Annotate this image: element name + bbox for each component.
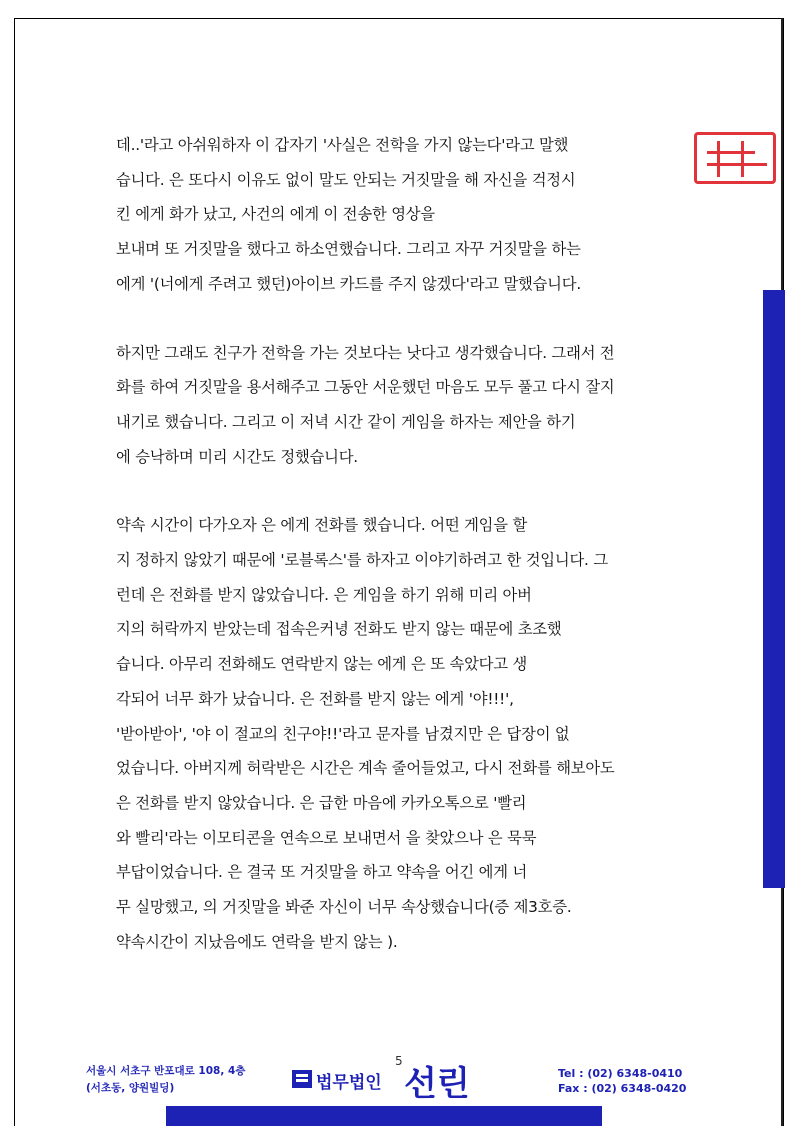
text-line: 각되어 너무 화가 났습니다. 은 전화를 받지 않는 에게 '야!!!', xyxy=(116,689,514,708)
blue-side-bar xyxy=(763,290,785,888)
text-line: 었습니다. 아버지께 허락받은 시간은 계속 줄어들었고, 다시 전화를 해보아도 xyxy=(116,759,615,778)
text-line: 하지만 그래도 친구가 전학을 가는 것보다는 낫다고 생각했습니다. 그래서 전 xyxy=(116,343,615,362)
address-line-2: (서초동, 양원빌딩) xyxy=(86,1082,175,1094)
blue-bottom-bar xyxy=(166,1106,602,1126)
text-line: 킨 에게 화가 났고, 사건의 에게 이 전송한 영상을 xyxy=(116,205,435,224)
text-line: 런데 은 전화를 받지 않았습니다. 은 게임을 하기 위해 미리 아버 xyxy=(116,585,532,604)
firm-logo-label: 법무법인 xyxy=(316,1073,382,1093)
address-line-1: 서울시 서초구 반포대로 108, 4층 xyxy=(86,1065,246,1077)
footer-contact xyxy=(558,1066,686,1096)
text-line: 데..'라고 아쉬워하자 이 갑자기 '사실은 전학을 가지 않는다'라고 말했 xyxy=(116,136,569,154)
text-line: 에게 '(너에게 주려고 했던)아이브 카드를 주지 않겠다'라고 말했습니다. xyxy=(116,274,581,293)
text-line: 습니다. 아무리 전화해도 연락받지 않는 에게 은 또 속았다고 생 xyxy=(116,655,528,674)
text-line: 보내며 또 거짓말을 했다고 하소연했습니다. 그리고 자꾸 거짓말을 하는 xyxy=(116,240,581,259)
text-line: 부답이었습니다. 은 결국 또 거짓말을 하고 약속을 어긴 에게 너 xyxy=(116,863,528,882)
firm-logo-name: 선린 xyxy=(404,1064,470,1104)
document-body xyxy=(116,128,692,993)
page-number: 5 xyxy=(395,1054,403,1068)
paragraph-1 xyxy=(116,128,692,302)
text-line: 은 전화를 받지 않았습니다. 은 급한 마음에 카카오톡으로 '빨리 xyxy=(116,793,527,812)
text-line: 화를 하여 거짓말을 용서해주고 그동안 서운했던 마음도 모두 풀고 다시 잘지 xyxy=(116,378,615,397)
firm-logo-icon xyxy=(292,1070,312,1088)
paragraph-2 xyxy=(116,336,692,475)
paragraph-3 xyxy=(116,508,692,959)
footer-address xyxy=(86,1063,245,1097)
text-line: 내기로 했습니다. 그리고 이 저녁 시간 같이 게임을 하자는 제안을 하기 xyxy=(116,412,576,431)
text-line: 와 빨리'라는 이모티콘을 연속으로 보내면서 을 찾았으나 은 묵묵 xyxy=(116,828,537,847)
text-line: 에 승낙하며 미리 시간도 정했습니다. xyxy=(116,447,358,466)
text-line: 습니다. 은 또다시 이유도 없이 말도 안되는 거짓말을 해 자신을 걱정시 xyxy=(116,170,576,189)
text-line: 지 정하지 않았기 때문에 '로블록스'를 하자고 이야기하려고 한 것입니다. 그 xyxy=(116,551,608,570)
text-line: 지의 허락까지 받았는데 접속은커녕 전화도 받지 않는 때문에 초조했 xyxy=(116,620,562,639)
text-line: '받아받아', '야 이 절교의 친구야!!'라고 문자를 남겼지만 은 답장이 없 xyxy=(116,724,570,743)
text-line: 약속시간이 지났음에도 연락을 받지 않는 ). xyxy=(116,932,398,951)
red-stamp-mark xyxy=(694,132,776,184)
text-line: 무 실망했고, 의 거짓말을 봐준 자신이 너무 속상했습니다(증 제3호증. xyxy=(116,898,572,917)
text-line: 약속 시간이 다가오자 은 에게 전화를 했습니다. 어떤 게임을 할 xyxy=(116,516,528,535)
tel-number: Tel : (02) 6348-0410 xyxy=(558,1067,683,1080)
fax-number: Fax : (02) 6348-0420 xyxy=(558,1082,687,1095)
